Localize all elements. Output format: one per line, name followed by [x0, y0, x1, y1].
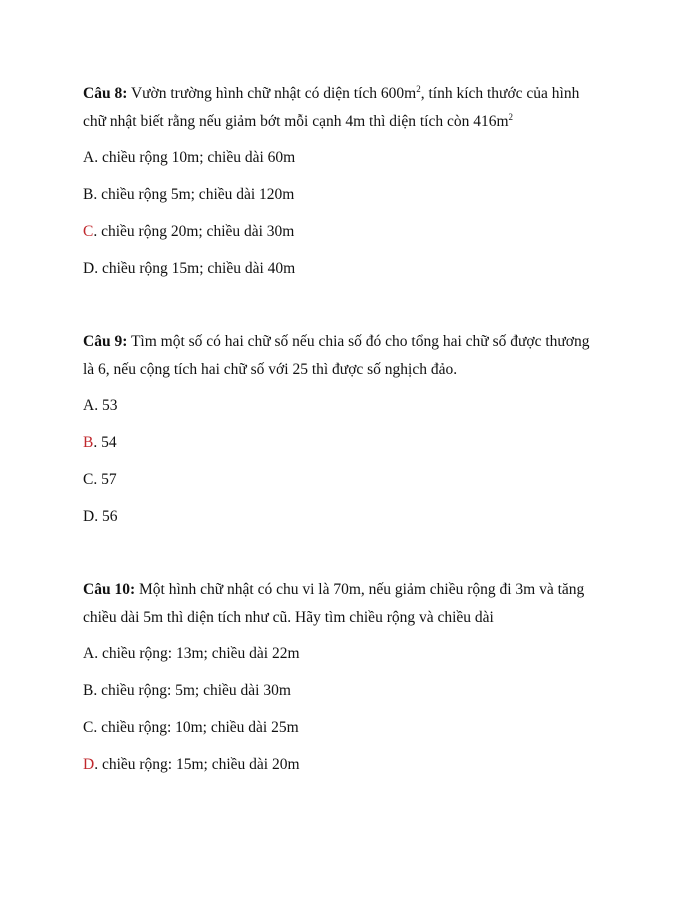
- q8-line1: [83, 84, 579, 104]
- q8-line2: [83, 112, 513, 132]
- q8-sup-1: 2: [416, 83, 421, 94]
- q8-option-a: [83, 148, 295, 168]
- q9-option-d: [83, 507, 117, 527]
- q9-option-b: [83, 433, 117, 453]
- q10-text-1: Một hình chữ nhật có chu vi là 70m, nếu giảm chiều rộng đi 3m và tăng: [135, 581, 585, 598]
- q8-text-2a: chữ nhật biết rằng nếu giảm bớt mỗi cạnh 4m thì diện tích còn 416m: [83, 113, 509, 130]
- q10-option-d: [83, 755, 300, 775]
- q8-option-d-letter: D: [83, 260, 95, 277]
- q9-option-d-text: . 56: [94, 508, 118, 525]
- q10-line2: [83, 608, 494, 628]
- q10-text-2: chiều dài 5m thì diện tích như cũ. Hãy tìm chiều rộng và chiều dài: [83, 609, 494, 626]
- q9-option-b-text: . 54: [93, 434, 117, 451]
- q10-option-a-letter: A: [83, 645, 95, 662]
- q8-option-a-letter: A: [83, 149, 95, 166]
- q9-option-c: [83, 470, 117, 490]
- q9-option-d-letter: D: [83, 508, 95, 525]
- q8-option-c: [83, 222, 294, 242]
- q8-option-d: [83, 259, 295, 279]
- q10-label: Câu 10:: [83, 581, 136, 598]
- q10-option-d-text: . chiều rộng: 15m; chiều dài 20m: [94, 756, 300, 773]
- q9-option-c-letter: C: [83, 471, 94, 488]
- q10-option-c: [83, 718, 299, 738]
- q8-text-1b: , tính kích thước của hình: [420, 85, 580, 102]
- q9-option-c-text: . 57: [93, 471, 117, 488]
- q10-option-a-text: . chiều rộng: 13m; chiều dài 22m: [94, 645, 300, 662]
- q10-option-d-letter: D: [83, 756, 95, 773]
- q9-line2: [83, 360, 457, 380]
- q9-text-1: Tìm một số có hai chữ số nếu chia số đó cho tổng hai chữ số được thương: [127, 333, 590, 350]
- q8-option-c-letter: C: [83, 223, 94, 240]
- q10-option-b-text: . chiều rộng: 5m; chiều dài 30m: [93, 682, 291, 699]
- q8-option-d-text: . chiều rộng 15m; chiều dài 40m: [94, 260, 296, 277]
- q8-option-b: [83, 185, 294, 205]
- q8-option-b-text: . chiều rộng 5m; chiều dài 120m: [93, 186, 295, 203]
- q9-option-b-letter: B: [83, 434, 94, 451]
- q10-option-c-text: . chiều rộng: 10m; chiều dài 25m: [93, 719, 299, 736]
- q10-option-a: [83, 644, 300, 664]
- q10-option-c-letter: C: [83, 719, 94, 736]
- q9-line1: [83, 332, 589, 352]
- q9-label: Câu 9:: [83, 333, 128, 350]
- q8-option-b-letter: B: [83, 186, 94, 203]
- q8-option-a-text: . chiều rộng 10m; chiều dài 60m: [94, 149, 296, 166]
- q9-option-a: [83, 396, 117, 416]
- q9-option-a-text: . 53: [94, 397, 118, 414]
- q8-sup-2: 2: [508, 111, 514, 122]
- q10-option-b: [83, 681, 291, 701]
- q9-option-a-letter: A: [83, 397, 95, 414]
- q8-option-c-text: . chiều rộng 20m; chiều dài 30m: [93, 223, 295, 240]
- q10-option-b-letter: B: [83, 682, 94, 699]
- q8-label: Câu 8:: [83, 85, 128, 102]
- q8-text-1a: Vườn trường hình chữ nhật có diện tích 600m: [127, 85, 417, 102]
- q10-line1: [83, 580, 584, 600]
- q9-text-2: là 6, nếu cộng tích hai chữ số với 25 thì được số nghịch đảo.: [83, 361, 458, 378]
